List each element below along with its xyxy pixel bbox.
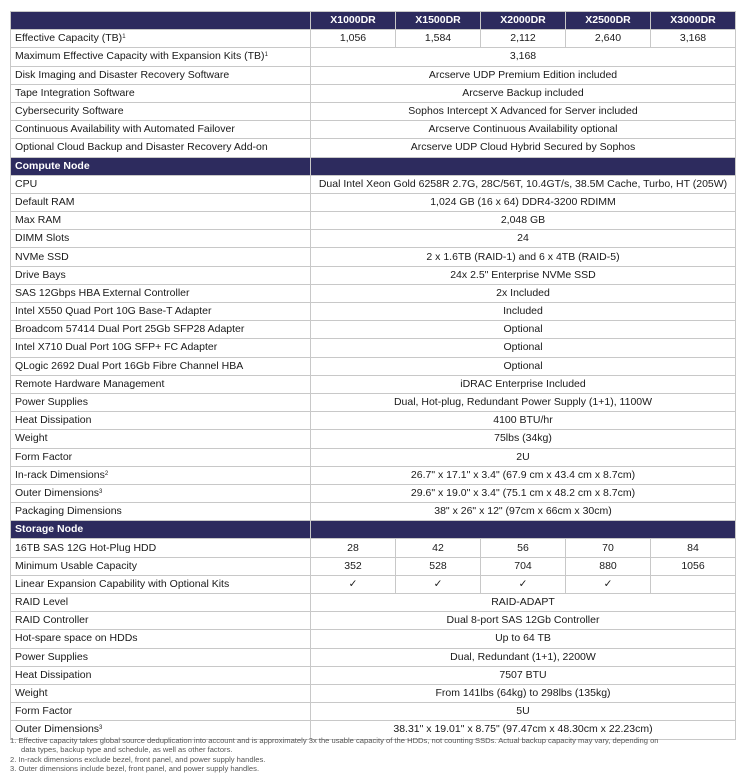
row-value-all-models: Optional: [311, 357, 736, 375]
row-label: Weight: [11, 430, 311, 448]
row-value-all-models: Included: [311, 303, 736, 321]
storage-row: [11, 557, 736, 575]
row-label: Default RAM: [11, 193, 311, 211]
row-value-x3000dr: 3,168: [651, 30, 736, 48]
row-label: Form Factor: [11, 448, 311, 466]
compute-row: [11, 339, 736, 357]
model-header-x2000dr: X2000DR: [481, 12, 566, 30]
storage-row: [11, 630, 736, 648]
row-value-all-models: 7507 BTU: [311, 666, 736, 684]
row-label: Cybersecurity Software: [11, 102, 311, 120]
row-value-all-models: 38.31" x 19.01" x 8.75" (97.47cm x 48.30cm x 22.23cm): [311, 721, 736, 739]
model-header-x1500dr: X1500DR: [396, 12, 481, 30]
footnote-ref: 3: [99, 488, 103, 495]
compute-node-section-header: [11, 157, 736, 175]
storage-row: [11, 539, 736, 557]
row-value-x2000dr: ✓: [481, 575, 566, 593]
row-value-all-models: Sophos Intercept X Advanced for Server included: [311, 102, 736, 120]
row-label: Disk Imaging and Disaster Recovery Software: [11, 66, 311, 84]
storage-row: [11, 703, 736, 721]
compute-row: [11, 448, 736, 466]
row-value-all-models: RAID-ADAPT: [311, 594, 736, 612]
row-value-all-models: 75lbs (34kg): [311, 430, 736, 448]
compute-row: [11, 230, 736, 248]
storage-row: [11, 594, 736, 612]
row-value-x3000dr: [651, 575, 736, 593]
row-label: Form Factor: [11, 703, 311, 721]
row-value-all-models: Arcserve UDP Cloud Hybrid Secured by Sophos: [311, 139, 736, 157]
spec-table: [10, 11, 736, 740]
footnote-ref: 1: [264, 52, 268, 59]
general-row: [11, 139, 736, 157]
footnote-line: 1. Effective capacity takes global source deduplication into account and is approximately 3x the usable capacity of the HDDs, not counting SSDs. Actual backup capacity may vary, depending on: [10, 736, 659, 745]
row-value-all-models: 5U: [311, 703, 736, 721]
row-value-x2500dr: ✓: [566, 575, 651, 593]
storage-row: [11, 684, 736, 702]
spec-table-body: [11, 12, 736, 740]
compute-row: [11, 266, 736, 284]
row-label: Power Supplies: [11, 648, 311, 666]
general-row: [11, 48, 736, 66]
general-row: [11, 84, 736, 102]
row-label: Outer Dimensions$^3$: [11, 721, 311, 739]
row-value-x1500dr: ✓: [396, 575, 481, 593]
row-value-all-models: 29.6" x 19.0" x 3.4" (75.1 cm x 48.2 cm x 8.7cm): [311, 484, 736, 502]
compute-row: [11, 212, 736, 230]
row-label: Intel X710 Dual Port 10G SFP+ FC Adapter: [11, 339, 311, 357]
row-label: Power Supplies: [11, 393, 311, 411]
compute-row: [11, 393, 736, 411]
row-label: DIMM Slots: [11, 230, 311, 248]
row-value-x1000dr: 28: [311, 539, 396, 557]
row-label: In-rack Dimensions$^2$: [11, 466, 311, 484]
footnote-1: [10, 736, 735, 755]
compute-row: [11, 175, 736, 193]
footnote-ref: 1: [122, 34, 126, 41]
row-value-all-models: Arcserve Continuous Availability optional: [311, 121, 736, 139]
row-value-all-models: 24: [311, 230, 736, 248]
compute-row: [11, 303, 736, 321]
row-value-x1500dr: 1,584: [396, 30, 481, 48]
compute-row: [11, 357, 736, 375]
row-label: Weight: [11, 684, 311, 702]
row-value-all-models: Arcserve Backup included: [311, 84, 736, 102]
model-header-x1000dr: X1000DR: [311, 12, 396, 30]
row-value-x2500dr: 70: [566, 539, 651, 557]
header-row: [11, 12, 736, 30]
row-value-all-models: Dual, Redundant (1+1), 2200W: [311, 648, 736, 666]
row-value-all-models: 2U: [311, 448, 736, 466]
row-value-x2500dr: 880: [566, 557, 651, 575]
compute-row: [11, 412, 736, 430]
footnote-ref: 3: [99, 725, 103, 732]
row-label: 16TB SAS 12G Hot-Plug HDD: [11, 539, 311, 557]
row-value-x3000dr: 1056: [651, 557, 736, 575]
row-label: Minimum Usable Capacity: [11, 557, 311, 575]
compute-row: [11, 284, 736, 302]
row-label: CPU: [11, 175, 311, 193]
model-header-x3000dr: X3000DR: [651, 12, 736, 30]
compute-node-section-title: Compute Node: [11, 157, 311, 175]
row-label: Maximum Effective Capacity with Expansion Kits (TB)$^1$: [11, 48, 311, 66]
row-label: Outer Dimensions$^3$: [11, 484, 311, 502]
row-label: Heat Dissipation: [11, 666, 311, 684]
row-label: Max RAM: [11, 212, 311, 230]
row-label: SAS 12Gbps HBA External Controller: [11, 284, 311, 302]
general-row: [11, 66, 736, 84]
row-label: Remote Hardware Management: [11, 375, 311, 393]
row-value-x2000dr: 704: [481, 557, 566, 575]
footnote-line: data types, backup type and schedule, as well as other factors.: [21, 745, 233, 755]
row-label: Hot-spare space on HDDs: [11, 630, 311, 648]
row-label: Linear Expansion Capability with Optional Kits: [11, 575, 311, 593]
storage-row: [11, 575, 736, 593]
row-value-all-models: 3,168: [311, 48, 736, 66]
compute-row: [11, 321, 736, 339]
row-value-all-models: Up to 64 TB: [311, 630, 736, 648]
storage-node-section-fill: [311, 521, 736, 539]
row-label: Heat Dissipation: [11, 412, 311, 430]
storage-node-section-header: [11, 521, 736, 539]
compute-row: [11, 430, 736, 448]
row-label: Tape Integration Software: [11, 84, 311, 102]
row-value-x1500dr: 42: [396, 539, 481, 557]
row-label: Broadcom 57414 Dual Port 25Gb SFP28 Adapter: [11, 321, 311, 339]
row-value-all-models: 4100 BTU/hr: [311, 412, 736, 430]
row-value-all-models: Dual, Hot-plug, Redundant Power Supply (1+1), 1100W: [311, 393, 736, 411]
storage-row: [11, 612, 736, 630]
row-label: Effective Capacity (TB)$^1$: [11, 30, 311, 48]
row-value-x1000dr: 1,056: [311, 30, 396, 48]
row-value-all-models: Optional: [311, 339, 736, 357]
row-label: NVMe SSD: [11, 248, 311, 266]
row-value-x2500dr: 2,640: [566, 30, 651, 48]
row-value-all-models: 2 x 1.6TB (RAID-1) and 6 x 4TB (RAID-5): [311, 248, 736, 266]
header-blank-cell: [11, 12, 311, 30]
compute-row: [11, 503, 736, 521]
row-label: Intel X550 Quad Port 10G Base-T Adapter: [11, 303, 311, 321]
storage-row: [11, 666, 736, 684]
general-row: [11, 30, 736, 48]
compute-row: [11, 248, 736, 266]
compute-row: [11, 466, 736, 484]
general-row: [11, 102, 736, 120]
footnote-2: [10, 755, 735, 764]
row-value-all-models: 24x 2.5" Enterprise NVMe SSD: [311, 266, 736, 284]
row-value-all-models: 2x Included: [311, 284, 736, 302]
row-value-all-models: From 141lbs (64kg) to 298lbs (135kg): [311, 684, 736, 702]
row-label: Optional Cloud Backup and Disaster Recovery Add-on: [11, 139, 311, 157]
row-label: QLogic 2692 Dual Port 16Gb Fibre Channel HBA: [11, 357, 311, 375]
footnote-3: [10, 764, 735, 773]
row-label: RAID Controller: [11, 612, 311, 630]
footnote-ref: 2: [104, 470, 109, 477]
footnotes: [10, 736, 735, 774]
compute-row: [11, 193, 736, 211]
storage-row: [11, 648, 736, 666]
compute-row: [11, 484, 736, 502]
row-value-all-models: iDRAC Enterprise Included: [311, 375, 736, 393]
row-value-x1000dr: ✓: [311, 575, 396, 593]
row-value-all-models: Dual Intel Xeon Gold 6258R 2.7G, 28C/56T, 10.4GT/s, 38.5M Cache, Turbo, HT (205W): [311, 175, 736, 193]
row-value-all-models: Dual 8-port SAS 12Gb Controller: [311, 612, 736, 630]
model-header-x2500dr: X2500DR: [566, 12, 651, 30]
row-label: Continuous Availability with Automated Failover: [11, 121, 311, 139]
footnote-line: 2. In-rack dimensions exclude bezel, front panel, and power supply handles.: [10, 754, 266, 764]
footnote-line: 3. Outer dimensions include bezel, front panel, and power supply handles.: [10, 764, 260, 774]
row-value-all-models: 1,024 GB (16 x 64) DDR4-3200 RDIMM: [311, 193, 736, 211]
row-value-x2000dr: 56: [481, 539, 566, 557]
row-value-x1000dr: 352: [311, 557, 396, 575]
row-value-x2000dr: 2,112: [481, 30, 566, 48]
row-label: Drive Bays: [11, 266, 311, 284]
row-label: RAID Level: [11, 594, 311, 612]
row-value-all-models: Optional: [311, 321, 736, 339]
row-value-all-models: 26.7" x 17.1" x 3.4" (67.9 cm x 43.4 cm x 8.7cm): [311, 466, 736, 484]
row-value-all-models: 2,048 GB: [311, 212, 736, 230]
row-value-all-models: Arcserve UDP Premium Edition included: [311, 66, 736, 84]
compute-row: [11, 375, 736, 393]
row-value-x1500dr: 528: [396, 557, 481, 575]
general-row: [11, 121, 736, 139]
row-label: Packaging Dimensions: [11, 503, 311, 521]
row-value-x3000dr: 84: [651, 539, 736, 557]
storage-node-section-title: Storage Node: [11, 521, 311, 539]
row-value-all-models: 38" x 26" x 12" (97cm x 66cm x 30cm): [311, 503, 736, 521]
compute-node-section-fill: [311, 157, 736, 175]
